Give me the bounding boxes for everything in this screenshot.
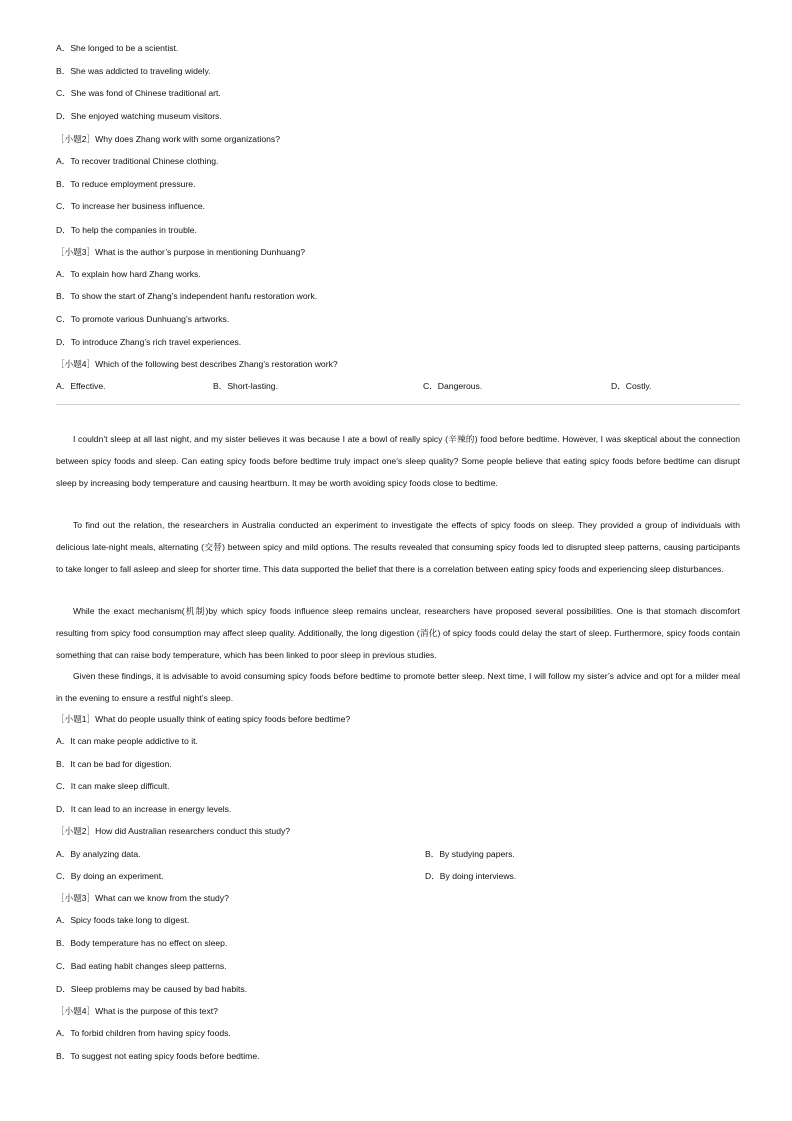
s1-q1-option-b[interactable]: B．She was addicted to traveling widely. [56, 66, 211, 76]
s1-q2-option-b[interactable]: B．To reduce employment pressure. [56, 179, 196, 189]
passage-paragraph-3: While the exact mechanism(机制)by which spicy foods influence sleep remains unclear, researchers have proposed several possibilities. One is that stomach discomfort resulting from spicy food consumption may affect sleep quality. Additionally, the long digestion (消化) of spicy foods could delay the start of sleep. Furthermore, spicy foods contain something that can raise body temperature, which has been linked to poor sleep in previous studies. [56, 606, 740, 660]
s2-q1-option-b[interactable]: B．It can be bad for digestion. [56, 759, 172, 769]
s1-q2-option-a[interactable]: A．To recover traditional Chinese clothing. [56, 156, 219, 166]
s2-q1-option-c[interactable]: C．It can make sleep difficult. [56, 781, 170, 791]
s2-q2-option-a[interactable]: A．By analyzing data. [56, 849, 141, 859]
s1-q3-option-a[interactable]: A．To explain how hard Zhang works. [56, 269, 201, 279]
s1-q4-option-d[interactable]: D．Costly. [611, 381, 652, 391]
s1-q4-option-a[interactable]: A．Effective. [56, 381, 106, 391]
s2-q3-option-b[interactable]: B．Body temperature has no effect on sleep. [56, 938, 228, 948]
s1-q3-option-b[interactable]: B．To show the start of Zhang’s independent hanfu restoration work. [56, 291, 318, 301]
s1-q1-option-d[interactable]: D．She enjoyed watching museum visitors. [56, 111, 222, 121]
passage-paragraph-1: I couldn’t sleep at all last night, and my sister believes it was because I ate a bowl of really spicy (辛辣的) food before bedtime. However, I was skeptical about the connection between spicy foods and sleep. Can eating spicy foods before bedtime truly impact one’s sleep quality? Some people believe that eating spicy foods before bedtime can disrupt sleep by increasing body temperature and causing heartburn. It may be worth avoiding spicy foods close to bedtime. [56, 434, 740, 488]
s1-q2-stem: ［小题2］Why does Zhang work with some organizations? [56, 134, 281, 144]
s1-q4-option-c[interactable]: C．Dangerous. [423, 381, 483, 391]
s2-q1-option-d[interactable]: D．It can lead to an increase in energy levels. [56, 804, 232, 814]
s2-q4-option-b[interactable]: B．To suggest not eating spicy foods before bedtime. [56, 1051, 260, 1061]
s2-q3-option-d[interactable]: D．Sleep problems may be caused by bad habits. [56, 984, 248, 994]
s2-q3-option-c[interactable]: C．Bad eating habit changes sleep patterns. [56, 961, 227, 971]
s2-q2-option-b[interactable]: B．By studying papers. [425, 849, 515, 859]
s1-q1-option-a[interactable]: A．She longed to be a scientist. [56, 43, 179, 53]
s2-q2-options-row2 [56, 870, 736, 882]
s1-q3-option-c[interactable]: C．To promote various Dunhuang’s artworks. [56, 314, 230, 324]
s1-q4-stem: ［小题4］Which of the following best describes Zhang’s restoration work? [56, 359, 338, 369]
passage-paragraph-2: To find out the relation, the researchers in Australia conducted an experiment to investigate the effects of spicy foods on sleep. They provided a group of individuals with delicious late-night meals, alternating (交替) between spicy and mild options. The results revealed that consuming spicy foods led to disrupted sleep patterns, causing participants to take longer to fall asleep and sleep for shorter time. This data supported the belief that there is a correlation between eating spicy foods and experiencing sleep disturbances. [56, 520, 740, 574]
s2-q4-stem: ［小题4］What is the purpose of this text? [56, 1006, 218, 1016]
s2-q3-option-a[interactable]: A．Spicy foods take long to digest. [56, 915, 190, 925]
s2-q1-option-a[interactable]: A．It can make people addictive to it. [56, 736, 198, 746]
s1-q2-option-d[interactable]: D．To help the companies in trouble. [56, 225, 197, 235]
s1-q4-option-b[interactable]: B．Short-lasting. [213, 381, 278, 391]
s2-q2-stem: ［小题2］How did Australian researchers conduct this study? [56, 826, 291, 836]
s2-q3-stem: ［小题3］What can we know from the study? [56, 893, 229, 903]
passage-paragraph-4: Given these findings, it is advisable to avoid consuming spicy foods before bedtime to promote better sleep. Next time, I will follow my sister’s advice and opt for a milder meal in the evening to ensure a restful night’s sleep. [56, 671, 740, 703]
s1-q1-option-c[interactable]: C．She was fond of Chinese traditional art. [56, 88, 221, 98]
s2-q2-options-row1 [56, 848, 736, 860]
s2-q1-stem: ［小题1］What do people usually think of eating spicy foods before bedtime? [56, 714, 351, 724]
s2-q4-option-a[interactable]: A．To forbid children from having spicy foods. [56, 1028, 231, 1038]
s1-q3-stem: ［小题3］What is the author’s purpose in mentioning Dunhuang? [56, 247, 306, 257]
s2-q2-option-d[interactable]: D．By doing interviews. [425, 871, 517, 881]
s1-q2-option-c[interactable]: C．To increase her business influence. [56, 201, 206, 211]
s2-q2-option-c[interactable]: C．By doing an experiment. [56, 871, 164, 881]
s1-q4-options [56, 380, 736, 392]
section-divider [56, 404, 740, 405]
s1-q3-option-d[interactable]: D．To introduce Zhang’s rich travel experiences. [56, 337, 242, 347]
